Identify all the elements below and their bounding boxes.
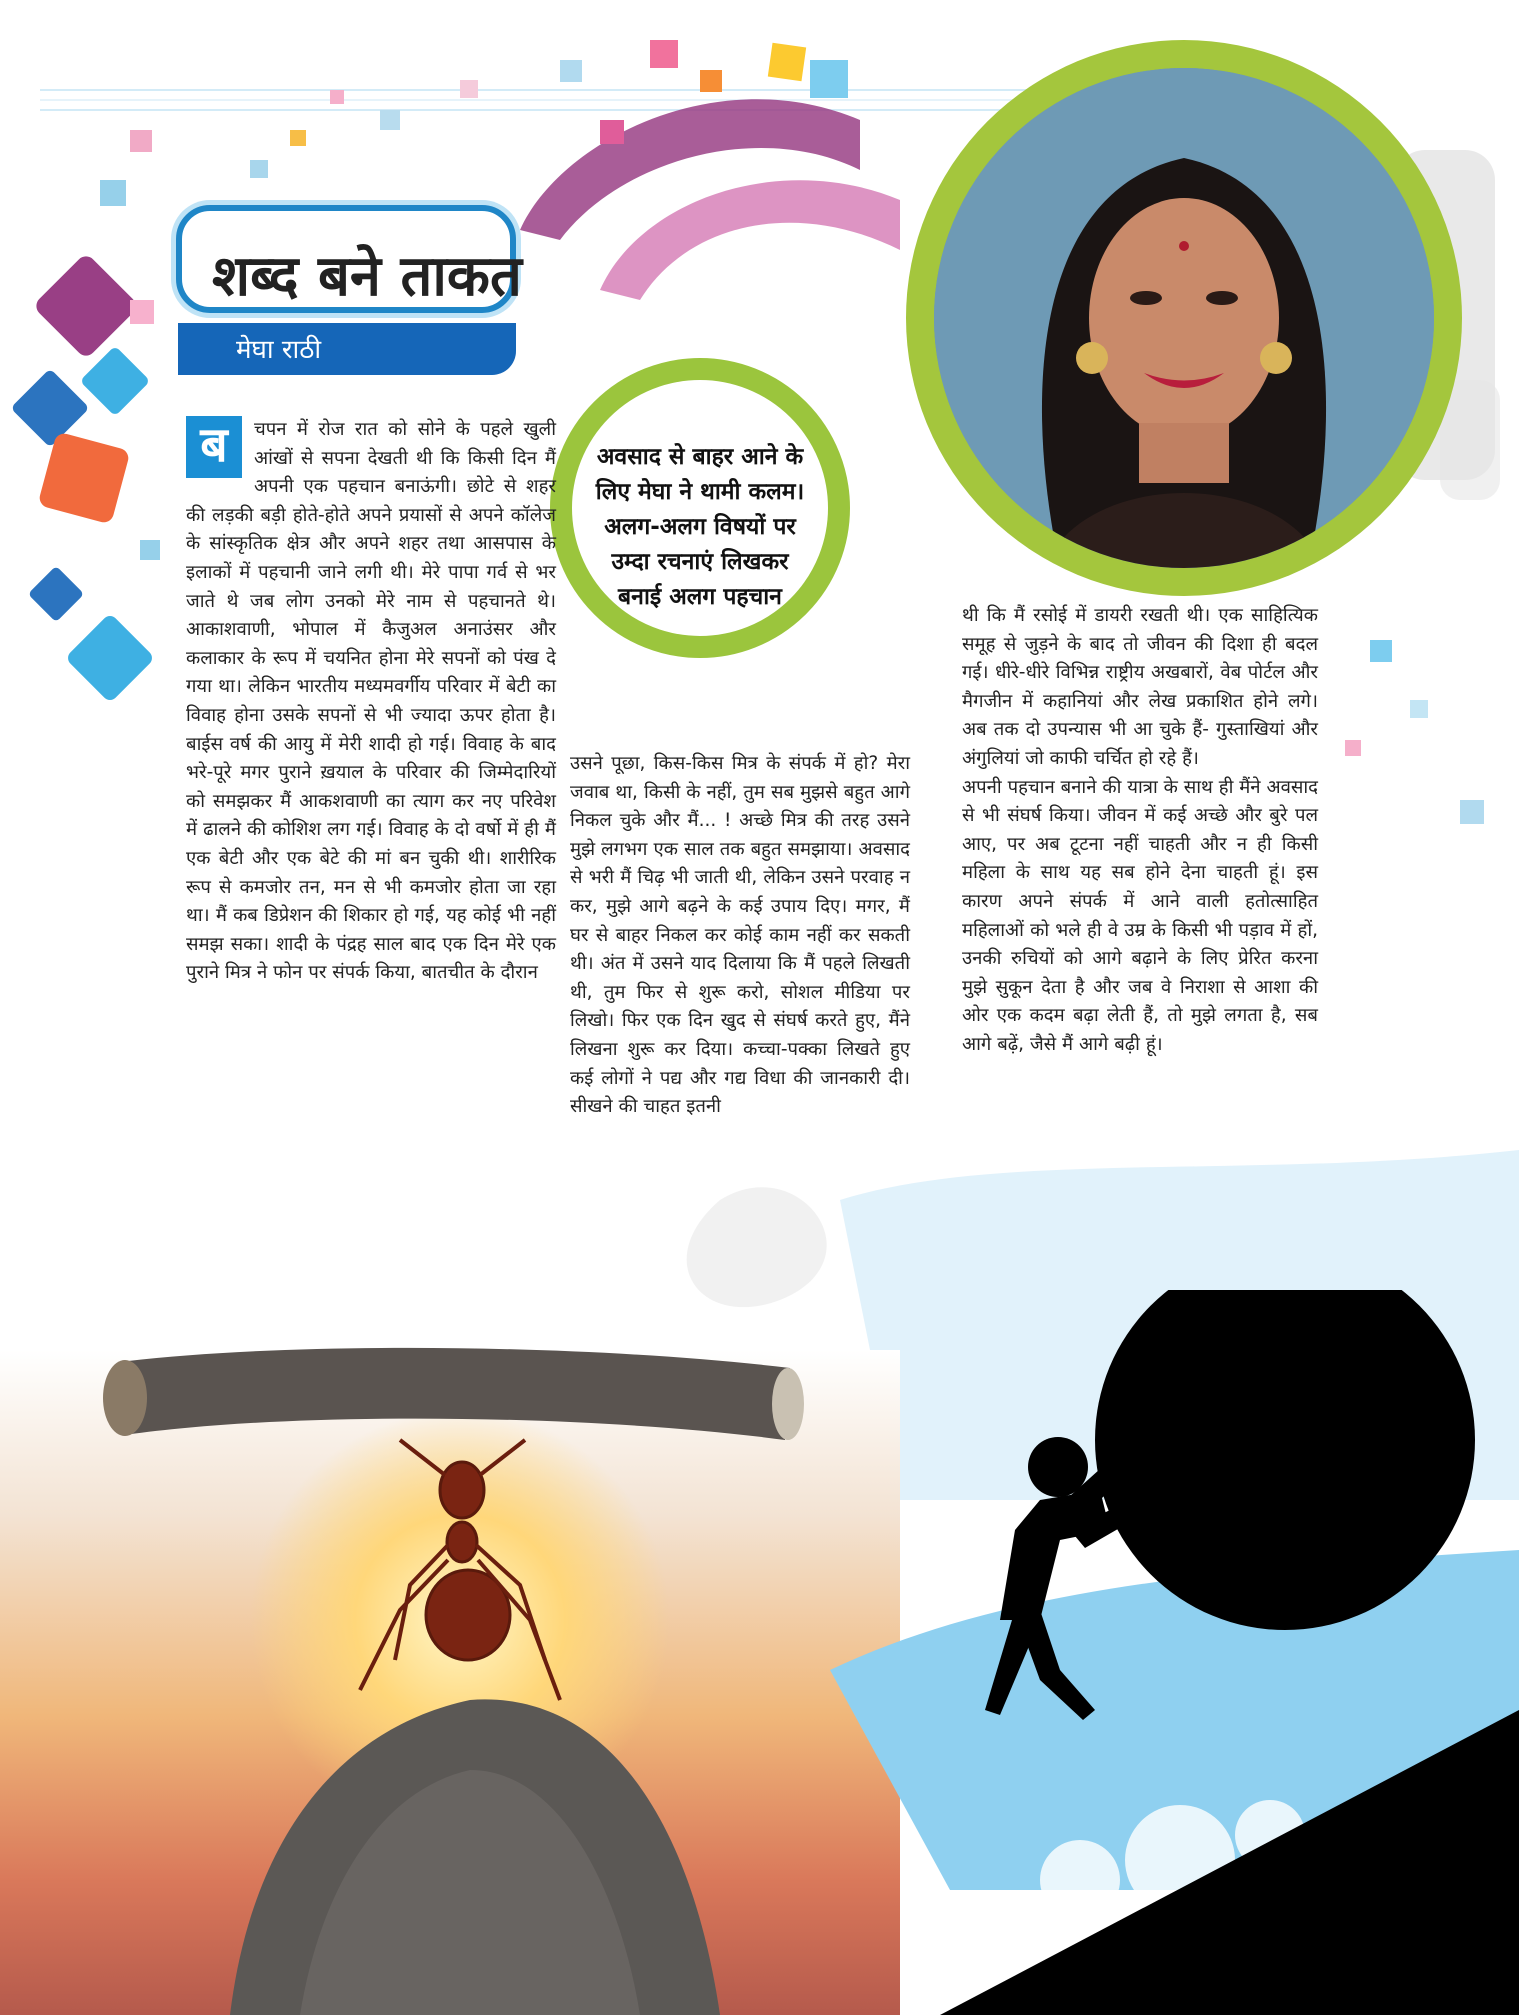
article-column-2	[570, 750, 910, 1122]
article-title: शब्द बने ताकत	[212, 244, 522, 309]
article-column-3	[962, 602, 1318, 1060]
paragraph: चपन में रोज रात को सोने के पहले खुली आंखों से सपना देखती थी कि किसी दिन मैं अपनी एक पहचान बनाऊंगी। छोटे से शहर की लड़की बड़ी होते-होते अपने प्रयासों से अपने कॉलेज के सांस्कृतिक क्षेत्र और अपने शहर तथा आसपास के इलाकों में पहचानी जाने लगी थी। मेरे पापा गर्व से भर जाते थे जब लोग उनको मेरे नाम से पहचानते थे। आकाशवाणी, भोपाल में कैजुअल अनाउंसर और कलाकार के रूप में चयनित होना मेरे सपनों को पंख दे गया था। लेकिन भारतीय मध्यमवर्गीय परिवार में बेटी का विवाह होना उसके सपनों से भी ज्यादा ऊपर होता है। बाईस वर्ष की आयु में मेरी शादी हो गई। विवाह के बाद भरे-पूरे मगर पुराने ख़याल के परिवार की जिम्मेदारियों को समझकर मैं आकशवाणी का त्याग कर नए परिवेश में ढालने की कोशिश लग गई। विवाह के दो वर्षो में ही मैं एक बेटी और एक बेटे की मां बन चुकी थी। शारीरिक रूप से कमजोर तन, मन से भी कमजोर होता जा रहा था। मैं कब डिप्रेशन की शिकार हो गई, यह कोई भी नहीं समझ सका। शादी के पंद्रह साल बाद एक दिन मेरे एक पुराने मित्र ने फोन पर संपर्क किया, बातचीत के दौरान	[186, 419, 556, 984]
author-name: मेघा राठी	[236, 335, 322, 365]
portrait-photo	[934, 68, 1434, 568]
author-bar	[178, 323, 516, 375]
man-pushing-boulder-silhouette	[830, 1290, 1519, 2015]
pull-quote: अवसाद से बाहर आने के लिए मेघा ने थामी कलम। अलग-अलग विषयों पर उम्दा रचनाएं लिखकर बनाई अलग पहचान	[595, 444, 805, 610]
paragraph: अपनी पहचान बनाने की यात्रा के साथ ही मैंने अवसाद से भी संघर्ष किया। जीवन में कई अच्छे और बुरे पल आए, पर अब टूटना नहीं चाहती और न ही किसी महिला के साथ यह सब होने देना चाहती हूं। इस कारण अपने संपर्क में आने वाली हतोत्साहित महिलाओं को भले ही वे उम्र के किसी भी पड़ाव में हों, उनकी रुचियों को आगे बढ़ाने के लिए प्रेरित करना मुझे सुकून देता है और जब वे निराशा से आशा की ओर एक कदम बढ़ा लेती हैं, तो मुझे लगता है, सब आगे बढ़ें, जैसे मैं आगे बढ़ी हूं।	[962, 776, 1318, 1055]
drop-cap: ब	[186, 416, 242, 478]
article-column-1	[186, 416, 556, 988]
bottom-illustration	[0, 1290, 1519, 2015]
ant-lifting-log-illustration	[0, 1348, 900, 2015]
paragraph: थी कि मैं रसोई में डायरी रखती थी। एक साहित्यिक समूह से जुड़ने के बाद तो जीवन की दिशा ही बदल गई। धीरे-धीरे विभिन्न राष्ट्रीय अखबारों, वेब पोर्टल और मैगजीन में कहानियां और लेख प्रकाशित होने लगे। अब तक दो उपन्यास भी आ चुके हैं- गुस्ताखियां और अंगुलियां जो काफी चर्चित हो रहे हैं।	[962, 605, 1318, 769]
paragraph: उसने पूछा, किस-किस मित्र के संपर्क में हो? मेरा जवाब था, किसी के नहीं, तुम सब मुझसे बहुत आगे निकल चुके और मैं... ! अच्छे मित्र की तरह उसने मुझे लगभग एक साल तक बहुत समझाया। अवसाद से भरी मैं चिढ़ भी जाती थी, लेकिन उसने परवाह न कर, मुझे आगे बढ़ने के कई उपाय दिए। मगर, मैं घर से बाहर निकल कर कोई काम नहीं कर सकती थी। अंत में उसने याद दिलाया कि मैं पहले लिखती थी, तुम फिर से शुरू करो, सोशल मीडिया पर लिखो। फिर एक दिन खुद से संघर्ष करते हुए, मैंने लिखना शुरू कर दिया। कच्चा-पक्का लिखते हुए कई लोगों ने पद्य और गद्य विधा की जानकारी दी। सीखने की चाहत इतनी	[570, 753, 910, 1118]
